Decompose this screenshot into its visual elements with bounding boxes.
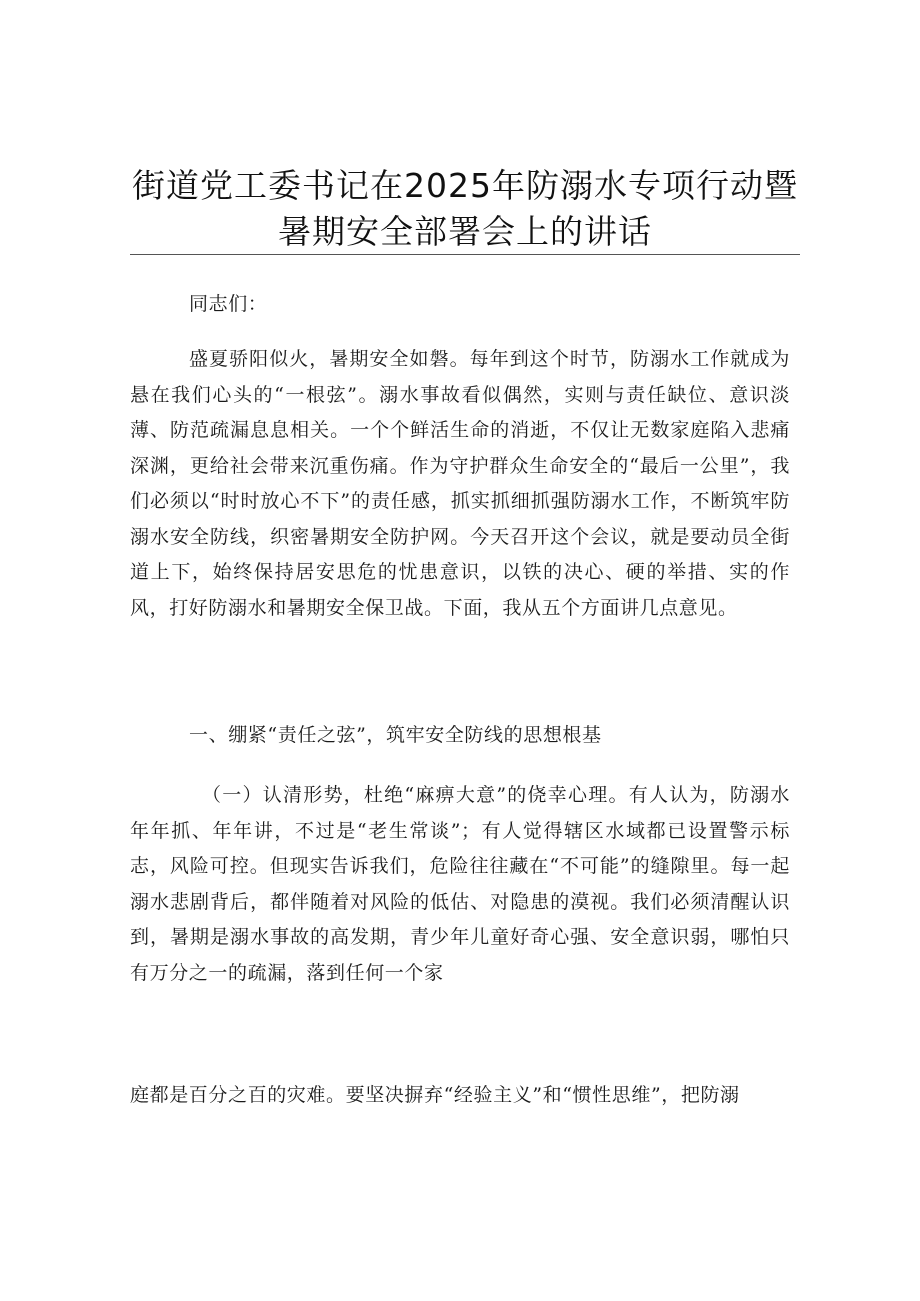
paragraph-subsection-1: （一）认清形势，杜绝“麻痹大意”的侥幸心理。有人认为，防溺水年年抓、年年讲，不过是“老生常谈”；有人觉得辖区水域都已设置警示标志，风险可控。但现实告诉我们，危险往往藏在“不可能”的缝隙里。每一起溺水悲剧背后，都伴随着对风险的低估、对隐患的漠视。我们必须清醒认识到，暑期是溺水事故的高发期，青少年儿童好奇心强、安全意识弱，哪怕只有万分之一的疏漏，落到任何一个家 (130, 784, 790, 984)
greeting: 同志们： (189, 293, 268, 315)
document-title-line-1: 街道党工委书记在2025年防溺水专项行动暨 (132, 166, 798, 205)
document-title-line-2: 暑期安全部署会上的讲话 (278, 212, 652, 251)
paragraph-continuation: 庭都是百分之百的灾难。要坚决摒弃“经验主义”和“惯性思维”，把防溺 (130, 1084, 740, 1106)
paragraph-opening: 盛夏骄阳似火，暑期安全如磐。每年到这个时节，防溺水工作就成为悬在我们心头的“一根弦”。溺水事故看似偶然，实则与责任缺位、意识淡薄、防范疏漏息息相关。一个个鲜活生命的消逝，不仅让无数家庭陷入悲痛深渊，更给社会带来沉重伤痛。作为守护群众生命安全的“最后一公里”，我们必须以“时时放心不下”的责任感，抓实抓细抓强防溺水工作，不断筑牢防溺水安全防线，织密暑期安全防护网。今天召开这个会议，就是要动员全街道上下，始终保持居安思危的忧患意识，以铁的决心、硬的举措、实的作风，打好防溺水和暑期安全保卫战。下面，我从五个方面讲几点意见。 (130, 348, 790, 619)
section-heading-1: 一、绷紧“责任之弦”，筑牢安全防线的思想根基 (189, 724, 602, 746)
title-divider (130, 254, 800, 255)
